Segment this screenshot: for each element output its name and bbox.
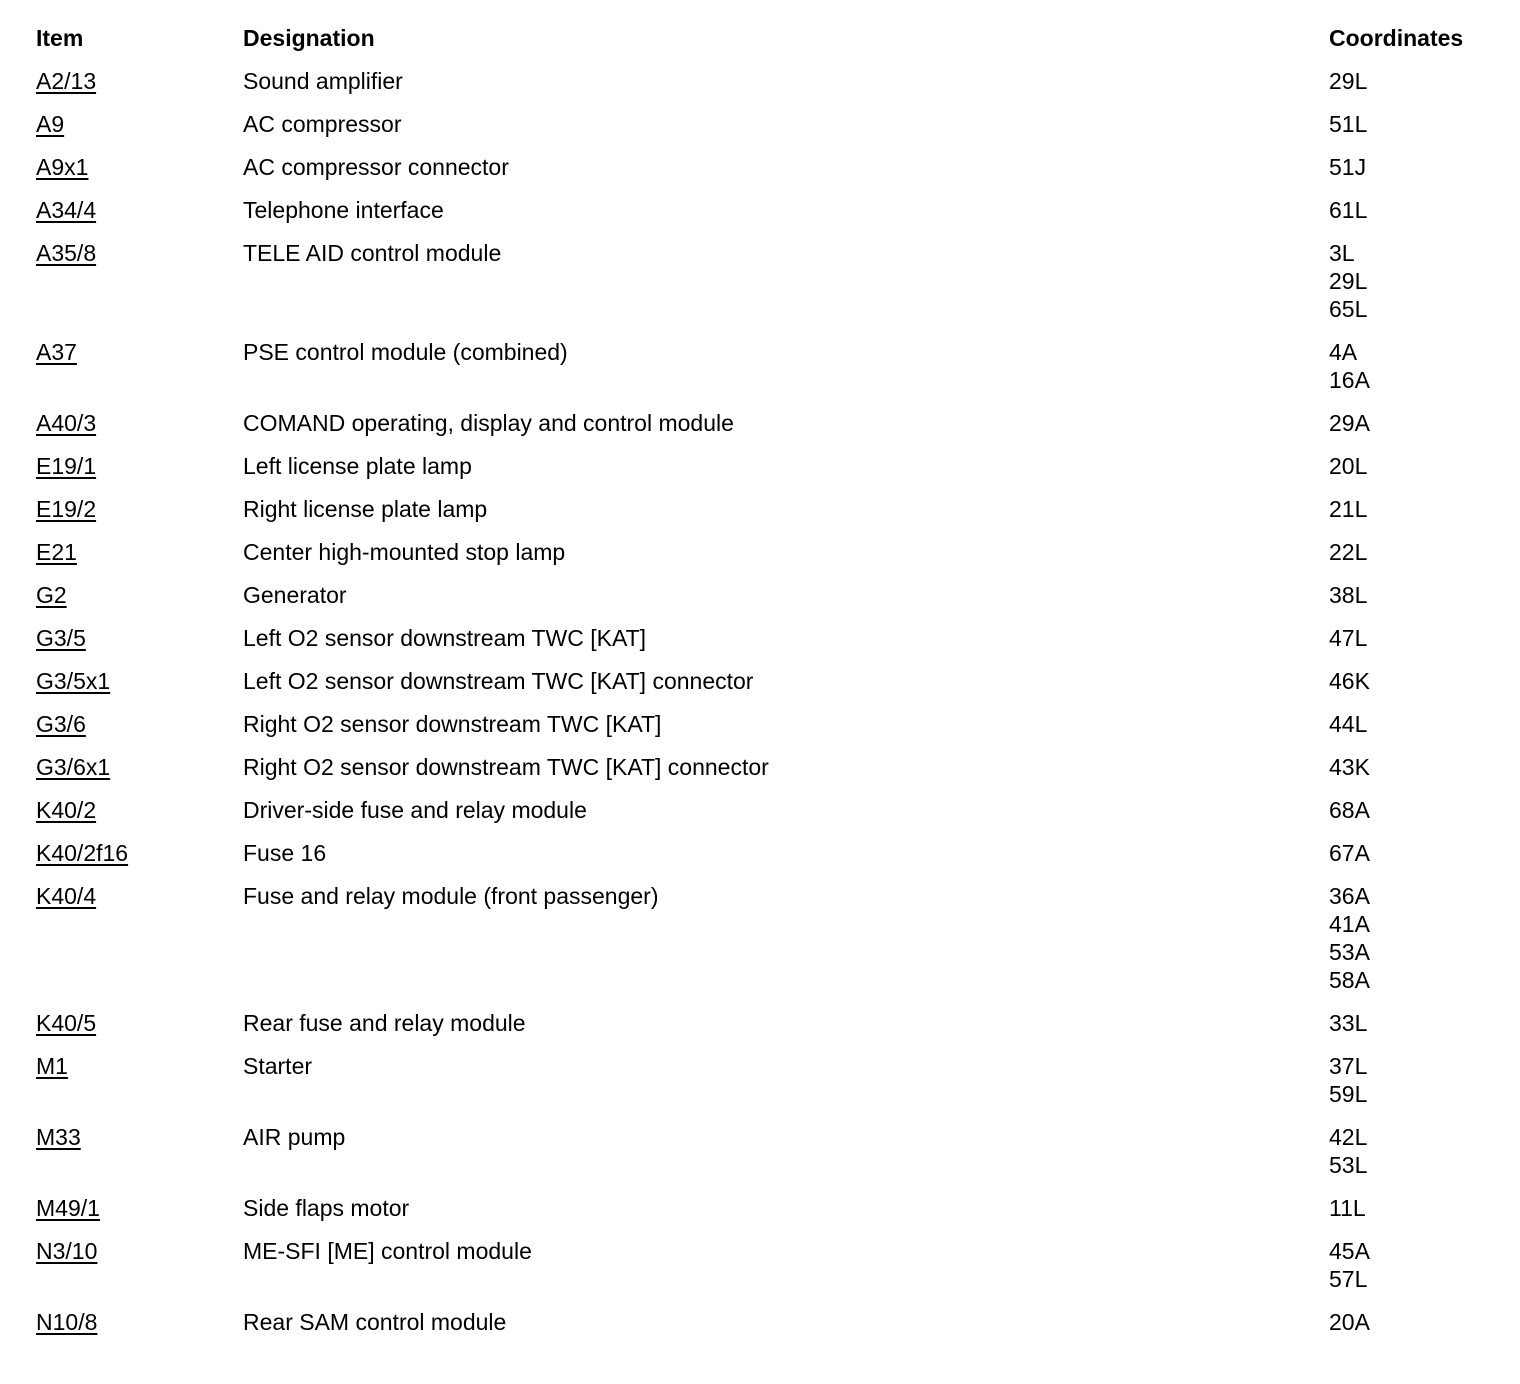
coordinates-cell xyxy=(1329,110,1486,153)
item-cell xyxy=(36,1123,243,1194)
coordinate-value: 53L xyxy=(1329,1152,1368,1178)
item-cell xyxy=(36,710,243,753)
legend-body xyxy=(36,67,1486,1351)
coordinate-value: 43K xyxy=(1329,754,1370,780)
column-header-coordinates: Coordinates xyxy=(1329,25,1464,51)
item-cell xyxy=(36,839,243,882)
coordinate-value: 42L xyxy=(1329,1124,1368,1150)
coordinates-cell xyxy=(1329,409,1486,452)
coordinates-cell xyxy=(1329,239,1486,338)
coordinate-value: 65L xyxy=(1329,296,1368,322)
item-link[interactable]: G2 xyxy=(36,582,67,608)
table-row xyxy=(36,753,1486,796)
coordinates-cell xyxy=(1329,1194,1486,1237)
designation-cell: Sound amplifier xyxy=(243,68,403,94)
coordinate-value: 16A xyxy=(1329,367,1370,393)
designation-cell: Right O2 sensor downstream TWC [KAT] xyxy=(243,711,662,737)
item-link[interactable]: A40/3 xyxy=(36,410,97,436)
coordinate-value: 37L xyxy=(1329,1053,1368,1079)
coordinate-value: 51L xyxy=(1329,111,1368,137)
item-cell xyxy=(36,239,243,338)
item-link[interactable]: G3/5 xyxy=(36,625,86,651)
designation-cell: TELE AID control module xyxy=(243,240,502,266)
coordinate-value: 47L xyxy=(1329,625,1368,651)
designation-cell: AC compressor connector xyxy=(243,154,509,180)
coordinates-cell xyxy=(1329,753,1486,796)
item-cell xyxy=(36,753,243,796)
designation-cell: Left O2 sensor downstream TWC [KAT] xyxy=(243,625,647,651)
table-row xyxy=(36,67,1486,110)
item-cell xyxy=(36,1194,243,1237)
coordinate-value: 4A xyxy=(1329,339,1358,365)
designation-cell: Rear fuse and relay module xyxy=(243,1010,526,1036)
item-link[interactable]: M33 xyxy=(36,1124,81,1150)
coordinate-value: 21L xyxy=(1329,496,1368,522)
coordinates-cell xyxy=(1329,452,1486,495)
item-link[interactable]: G3/5x1 xyxy=(36,668,111,694)
coordinate-value: 29L xyxy=(1329,68,1368,94)
coordinate-value: 36A xyxy=(1329,883,1370,909)
designation-cell: Left O2 sensor downstream TWC [KAT] connector xyxy=(243,668,754,694)
designation-cell: ME-SFI [ME] control module xyxy=(243,1238,532,1264)
coordinates-cell xyxy=(1329,581,1486,624)
table-row xyxy=(36,495,1486,538)
item-cell xyxy=(36,1237,243,1308)
coordinate-value: 22L xyxy=(1329,539,1368,565)
component-legend-table xyxy=(36,24,1486,1351)
coordinates-cell xyxy=(1329,882,1486,1009)
coordinates-cell xyxy=(1329,495,1486,538)
designation-cell: Fuse 16 xyxy=(243,840,327,866)
coordinate-value: 41A xyxy=(1329,911,1370,937)
table-row xyxy=(36,239,1486,338)
item-cell xyxy=(36,667,243,710)
item-cell xyxy=(36,67,243,110)
item-link[interactable]: A34/4 xyxy=(36,197,97,223)
coordinate-value: 53A xyxy=(1329,939,1370,965)
item-cell xyxy=(36,581,243,624)
item-link[interactable]: G3/6x1 xyxy=(36,754,111,780)
coordinate-value: 46K xyxy=(1329,668,1370,694)
designation-cell: Rear SAM control module xyxy=(243,1309,507,1335)
item-cell xyxy=(36,538,243,581)
coordinates-cell xyxy=(1329,1009,1486,1052)
coordinate-value: 3L xyxy=(1329,240,1355,266)
coordinates-cell xyxy=(1329,1308,1486,1351)
table-row xyxy=(36,110,1486,153)
table-row xyxy=(36,196,1486,239)
item-cell xyxy=(36,153,243,196)
coordinate-value: 29L xyxy=(1329,268,1368,294)
column-header-designation: Designation xyxy=(243,25,375,51)
item-link[interactable]: A37 xyxy=(36,339,77,365)
designation-cell: Starter xyxy=(243,1053,313,1079)
table-row xyxy=(36,839,1486,882)
designation-cell: Right license plate lamp xyxy=(243,496,488,522)
designation-cell: Right O2 sensor downstream TWC [KAT] connector xyxy=(243,754,769,780)
item-cell xyxy=(36,409,243,452)
table-row xyxy=(36,667,1486,710)
item-cell xyxy=(36,1308,243,1351)
item-link[interactable]: M49/1 xyxy=(36,1195,100,1221)
coordinate-value: 20A xyxy=(1329,1309,1370,1335)
coordinate-value: 51J xyxy=(1329,154,1367,180)
coordinate-value: 57L xyxy=(1329,1266,1368,1292)
coordinates-cell xyxy=(1329,1052,1486,1123)
designation-cell: AIR pump xyxy=(243,1124,346,1150)
item-link[interactable]: K40/2 xyxy=(36,797,97,823)
designation-cell: Telephone interface xyxy=(243,197,444,223)
designation-cell: Side flaps motor xyxy=(243,1195,410,1221)
coordinate-value: 29A xyxy=(1329,410,1370,436)
column-header-item: Item xyxy=(36,25,84,51)
coordinates-cell xyxy=(1329,624,1486,667)
item-link[interactable]: K40/4 xyxy=(36,883,97,909)
designation-cell: Generator xyxy=(243,582,347,608)
coordinate-value: 44L xyxy=(1329,711,1368,737)
coordinates-cell xyxy=(1329,67,1486,110)
coordinates-cell xyxy=(1329,538,1486,581)
coordinates-cell xyxy=(1329,710,1486,753)
item-cell xyxy=(36,882,243,1009)
coordinate-value: 45A xyxy=(1329,1238,1370,1264)
item-link[interactable]: E19/2 xyxy=(36,496,97,522)
coordinate-value: 67A xyxy=(1329,840,1370,866)
item-link[interactable]: K40/5 xyxy=(36,1010,97,1036)
designation-cell: PSE control module (combined) xyxy=(243,339,568,365)
table-row xyxy=(36,1237,1486,1308)
coordinates-cell xyxy=(1329,1237,1486,1308)
item-cell xyxy=(36,452,243,495)
coordinates-cell xyxy=(1329,667,1486,710)
item-cell xyxy=(36,796,243,839)
table-row xyxy=(36,796,1486,839)
coordinate-value: 38L xyxy=(1329,582,1368,608)
item-cell xyxy=(36,196,243,239)
coordinates-cell xyxy=(1329,1123,1486,1194)
coordinates-cell xyxy=(1329,796,1486,839)
item-link[interactable]: A35/8 xyxy=(36,240,97,266)
coordinates-cell xyxy=(1329,196,1486,239)
item-link[interactable]: M1 xyxy=(36,1053,68,1079)
item-link[interactable]: A9x1 xyxy=(36,154,89,180)
coordinates-cell xyxy=(1329,153,1486,196)
item-cell xyxy=(36,338,243,409)
table-row xyxy=(36,882,1486,1009)
table-row xyxy=(36,153,1486,196)
coordinate-value: 68A xyxy=(1329,797,1370,823)
item-cell xyxy=(36,110,243,153)
coordinate-value: 61L xyxy=(1329,197,1368,223)
item-link[interactable]: A9 xyxy=(36,111,65,137)
table-row xyxy=(36,338,1486,409)
coordinate-value: 33L xyxy=(1329,1010,1368,1036)
coordinate-value: 58A xyxy=(1329,967,1370,993)
designation-cell: Fuse and relay module (front passenger) xyxy=(243,883,659,909)
item-link[interactable]: E21 xyxy=(36,539,77,565)
table-row xyxy=(36,409,1486,452)
designation-cell: Driver-side fuse and relay module xyxy=(243,797,587,823)
coordinate-value: 59L xyxy=(1329,1081,1368,1107)
header-row xyxy=(36,24,1486,67)
table-row xyxy=(36,538,1486,581)
item-cell xyxy=(36,1009,243,1052)
designation-cell: COMAND operating, display and control module xyxy=(243,410,734,436)
coordinate-value: 11L xyxy=(1329,1195,1366,1221)
coordinate-value: 20L xyxy=(1329,453,1368,479)
item-cell xyxy=(36,1052,243,1123)
table-row xyxy=(36,581,1486,624)
item-link[interactable]: G3/6 xyxy=(36,711,86,737)
item-cell xyxy=(36,624,243,667)
item-link[interactable]: K40/2f16 xyxy=(36,840,129,866)
table-row xyxy=(36,1194,1486,1237)
table-row xyxy=(36,1308,1486,1351)
table-row xyxy=(36,1009,1486,1052)
item-cell xyxy=(36,495,243,538)
table-row xyxy=(36,710,1486,753)
item-link[interactable]: N3/10 xyxy=(36,1238,98,1264)
coordinates-cell xyxy=(1329,839,1486,882)
item-link[interactable]: E19/1 xyxy=(36,453,97,479)
coordinates-cell xyxy=(1329,338,1486,409)
designation-cell: Center high-mounted stop lamp xyxy=(243,539,566,565)
table-row xyxy=(36,1052,1486,1123)
designation-cell: AC compressor xyxy=(243,111,402,137)
table-row xyxy=(36,1123,1486,1194)
table-row xyxy=(36,452,1486,495)
item-link[interactable]: N10/8 xyxy=(36,1309,98,1335)
table-row xyxy=(36,624,1486,667)
item-link[interactable]: A2/13 xyxy=(36,68,97,94)
designation-cell: Left license plate lamp xyxy=(243,453,472,479)
